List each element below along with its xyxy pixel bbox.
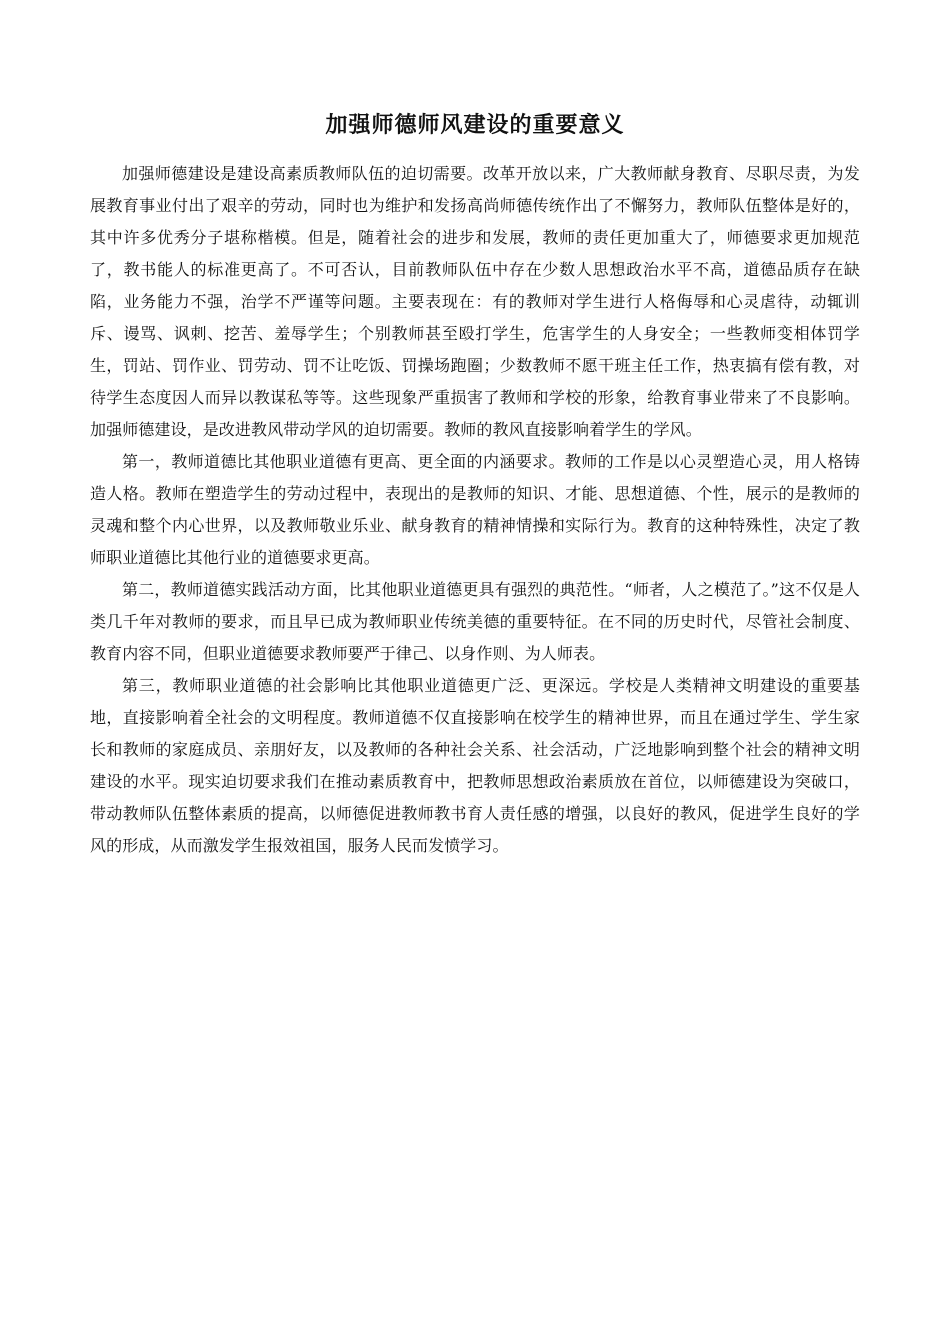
paragraph-second-point: 第二，教师道德实践活动方面，比其他职业道德更具有强烈的典范性。“师者，人之模范了。”这不仅是人类几千年对教师的要求，而且早已成为教师职业传统美德的重要特征。在不同的历史时代，尽管社会制度、教育内容不同，但职业道德要求教师要严于律己、以身作则、为人师表。 xyxy=(90,580,860,663)
paragraph-intro: 加强师德建设是建设高素质教师队伍的迫切需要。改革开放以来，广大教师献身教育、尽职尽责，为发展教育事业付出了艰辛的劳动，同时也为维护和发扬高尚师德传统作出了不懈努力，教师队伍整体是好的，其中许多优秀分子堪称楷模。但是，随着社会的进步和发展，教师的责任更加重大了，师德要求更加规范了，教书能人的标准更高了。不可否认，目前教师队伍中存在少数人思想政治水平不高，道德品质存在缺陷，业务能力不强，治学不严谨等问题。主要表现在：有的教师对学生进行人格侮辱和心灵虐待，动辄训斥、谩骂、讽刺、挖苦、羞辱学生；个别教师甚至殴打学生，危害学生的人身安全；一些教师变相体罚学生，罚站、罚作业、罚劳动、罚不让吃饭、罚操场跑圈；少数教师不愿干班主任工作，热衷搞有偿有教，对待学生态度因人而异以教谋私等等。这些现象严重损害了教师和学校的形象，给教育事业带来了不良影响。加强师德建设，是改进教风带动学风的迫切需要。教师的教风直接影响着学生的学风。 xyxy=(90,164,860,439)
paragraph-third-point: 第三，教师职业道德的社会影响比其他职业道德更广泛、更深远。学校是人类精神文明建设的重要基地，直接影响着全社会的文明程度。教师道德不仅直接影响在校学生的精神世界，而且在通过学生、学生家长和教师的家庭成员、亲朋好友，以及教师的各种社会关系、社会活动，广泛地影响到整个社会的精神文明建设的水平。现实迫切要求我们在推动素质教育中，把教师思想政治素质放在首位，以师德建设为突破口，带动教师队伍整体素质的提高，以师德促进教师教书育人责任感的增强，以良好的教风，促进学生良好的学风的形成，从而激发学生报效祖国，服务人民而发愤学习。 xyxy=(90,676,860,855)
document-title: 加强师德师风建设的重要意义 xyxy=(325,112,625,138)
document-body xyxy=(90,158,860,862)
paragraph-first-point: 第一，教师道德比其他职业道德有更高、更全面的内涵要求。教师的工作是以心灵塑造心灵，用人格铸造人格。教师在塑造学生的劳动过程中，表现出的是教师的知识、才能、思想道德、个性，展示的是教师的灵魂和整个内心世界，以及教师敬业乐业、献身教育的精神情操和实际行为。教育的这种特殊性，决定了教师职业道德比其他行业的道德要求更高。 xyxy=(90,452,860,567)
